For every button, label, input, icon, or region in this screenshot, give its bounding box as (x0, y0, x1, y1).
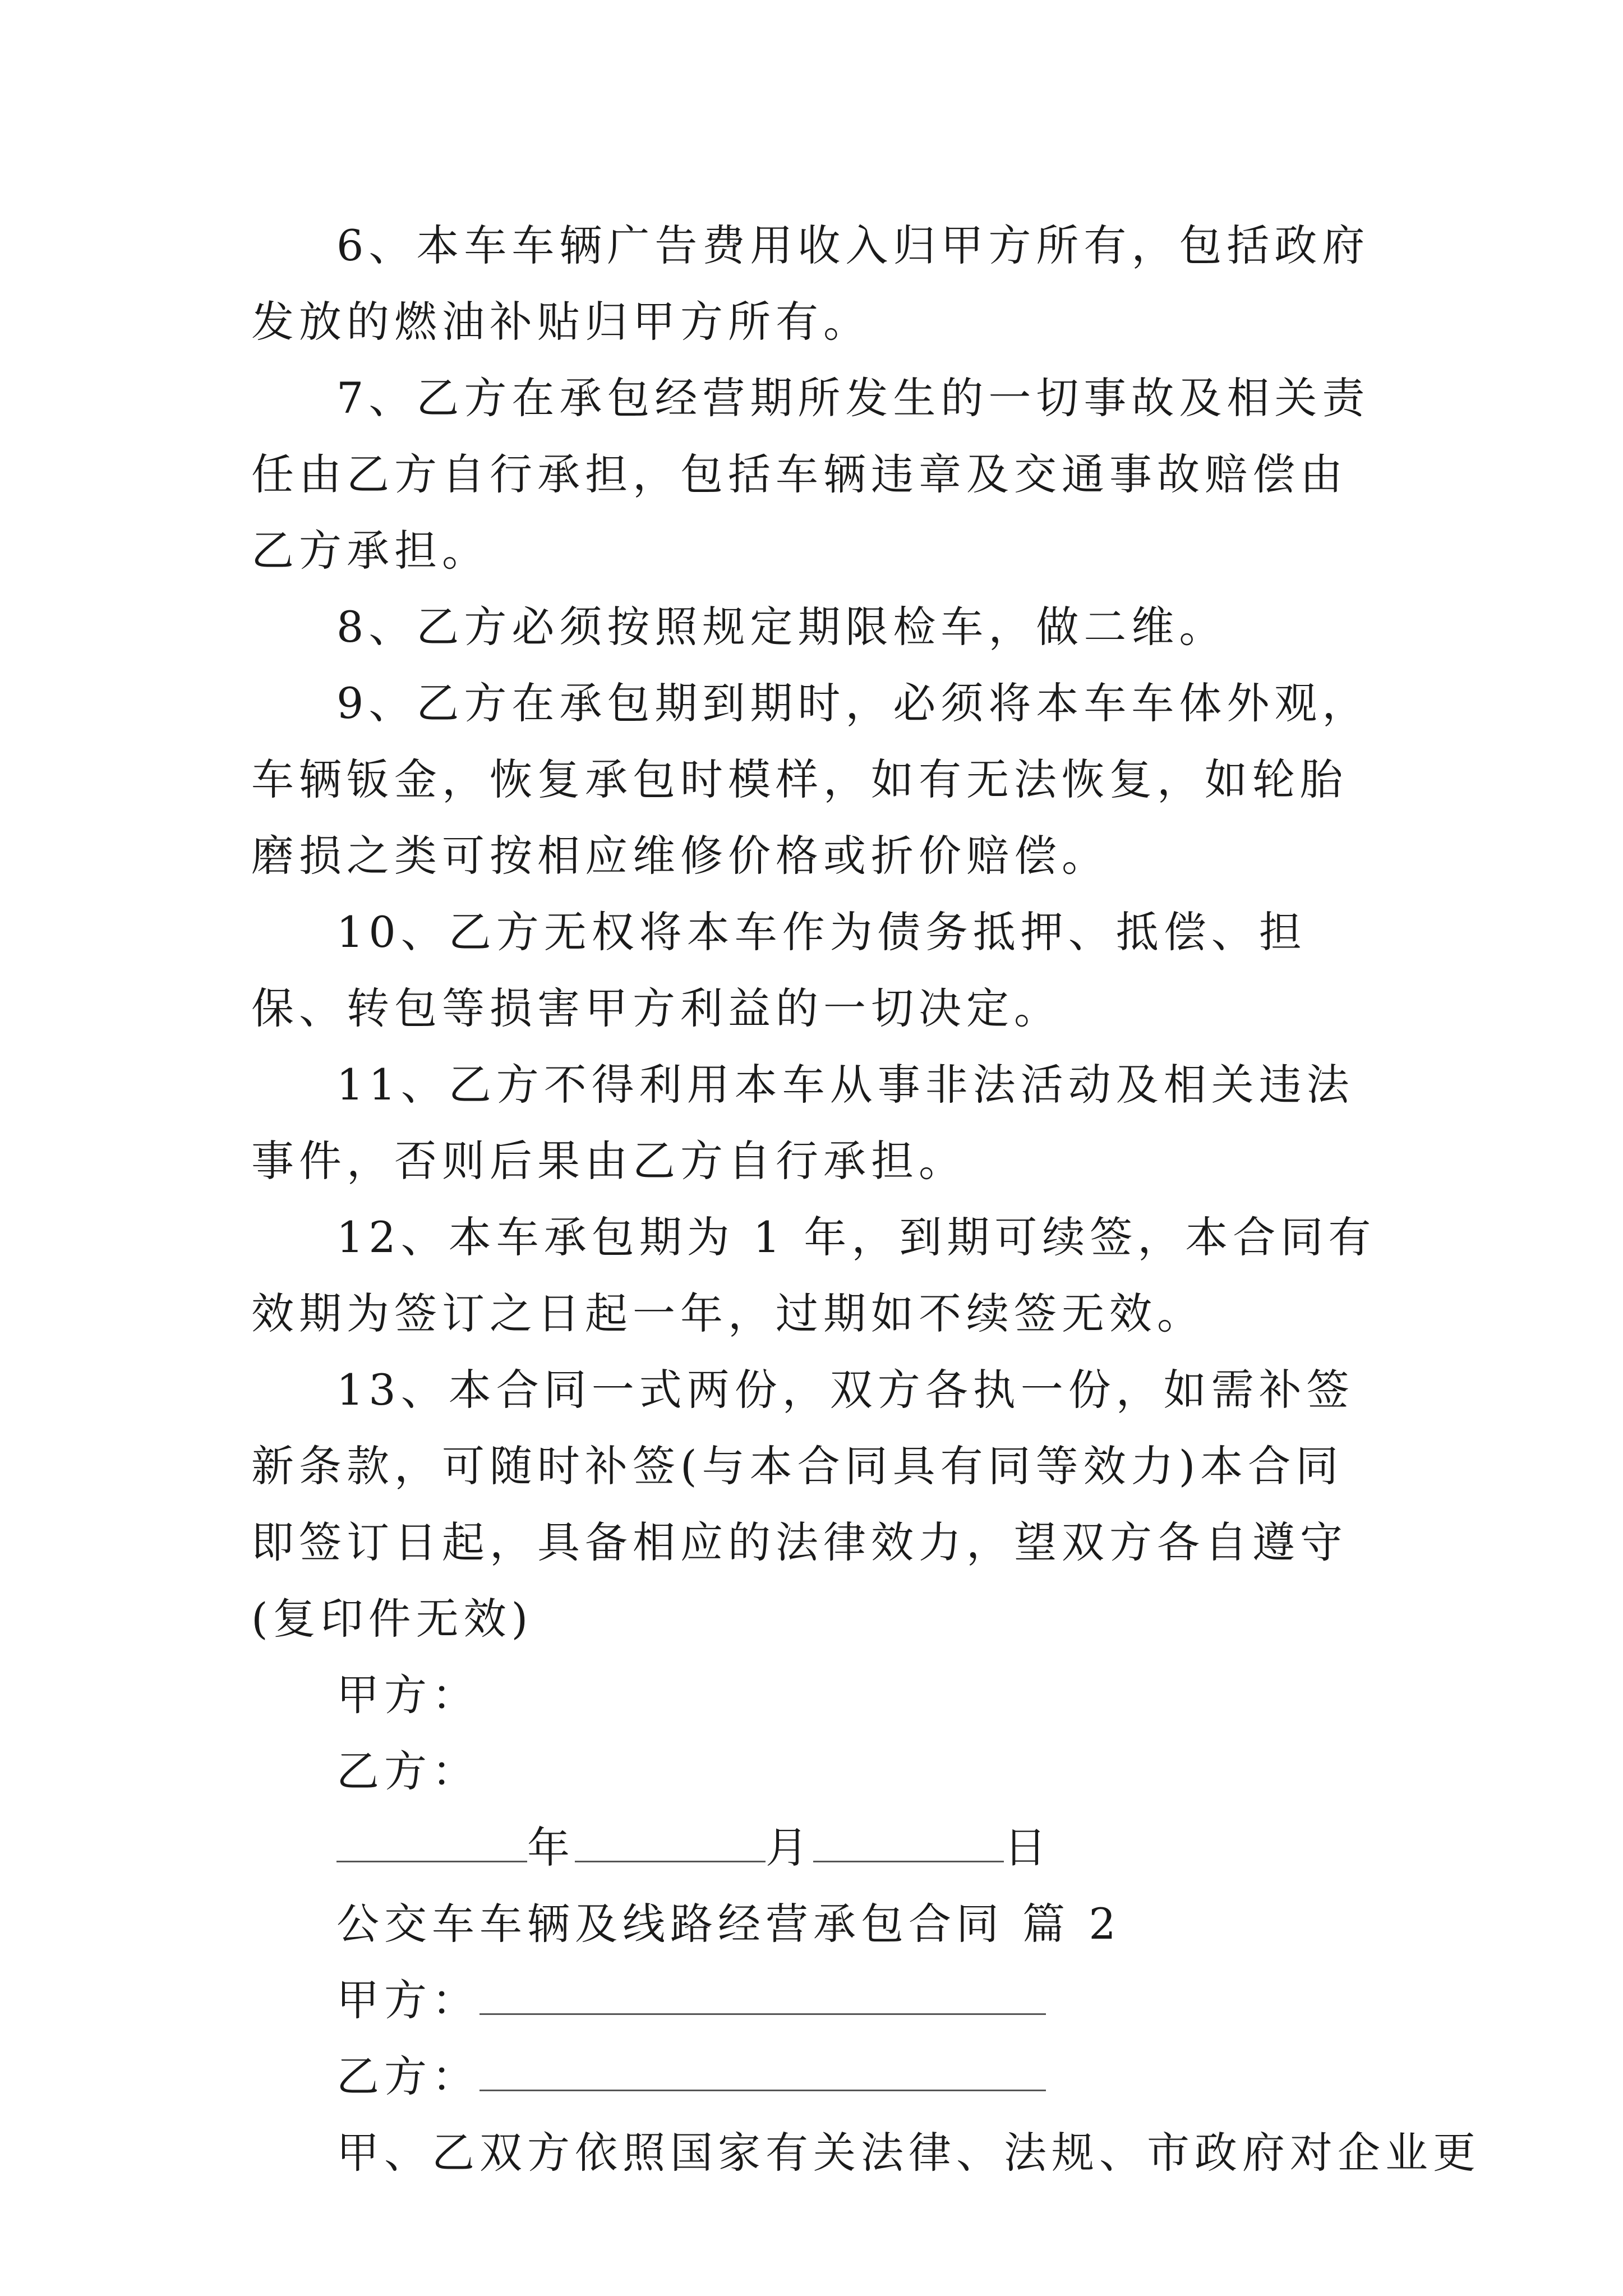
party-b-label: 乙方： (336, 1746, 479, 1796)
year-label: 年 (527, 1823, 575, 1872)
clause-11: 11、乙方不得利用本车从事非法活动及相关违法事件，否则后果由乙方自行承担。 (251, 1060, 1354, 1186)
section-2-party-a-label: 甲方： (336, 1975, 479, 2025)
clause-13: 13、本合同一式两份，双方各执一份，如需补签新条款，可随时补签(与本合同具有同等效力)本合同即签订日起，具备相应的法律效力，望双方各自遵守(复印件无效) (251, 1365, 1354, 1644)
signature-date (251, 1810, 1384, 1886)
clause-12: 12、本车承包期为 1 年，到期可续签，本合同有效期为签订之日起一年，过期如不续签无效。 (251, 1212, 1376, 1338)
section-2-party-b (251, 2039, 1384, 2115)
section-2-intro: 甲、乙双方依照国家有关法律、法规、市政府对企业更 (336, 2128, 1481, 2178)
signature-party-a (251, 1657, 1384, 1733)
section-2-party-a (251, 1962, 1384, 2039)
signature-party-b (251, 1733, 1384, 1810)
clause-7: 7、乙方在承包经营期所发生的一切事故及相关责任由乙方自行承担，包括车辆违章及交通事故赔偿由乙方承担。 (251, 373, 1370, 576)
section-2-title: 公交车车辆及线路经营承包合同 篇 2 (336, 1899, 1121, 1949)
clause-9: 9、乙方在承包期到期时，必须将本车车体外观，车辆钣金，恢复承包时模样，如有无法恢复，如轮胎磨损之类可按相应维修价格或折价赔偿。 (251, 678, 1370, 881)
section-2-party-b-label: 乙方： (336, 2051, 479, 2101)
party-a-blank (479, 1978, 1046, 2015)
document-body (251, 208, 1481, 2191)
party-a-label: 甲方： (336, 1670, 479, 1720)
month-blank (575, 1826, 766, 1862)
clause-6: 6、本车车辆广告费用收入归甲方所有，包括政府发放的燃油补贴归甲方所有。 (251, 220, 1370, 347)
year-blank (336, 1826, 527, 1862)
day-label: 日 (1004, 1823, 1052, 1872)
month-label: 月 (766, 1823, 813, 1872)
party-b-blank (479, 2055, 1046, 2091)
day-blank (813, 1826, 1004, 1862)
clause-10: 10、乙方无权将本车作为债务抵押、抵偿、担保、转包等损害甲方利益的一切决定。 (251, 907, 1307, 1033)
clause-8: 8、乙方必须按照规定期限检车，做二维。 (336, 602, 1227, 652)
